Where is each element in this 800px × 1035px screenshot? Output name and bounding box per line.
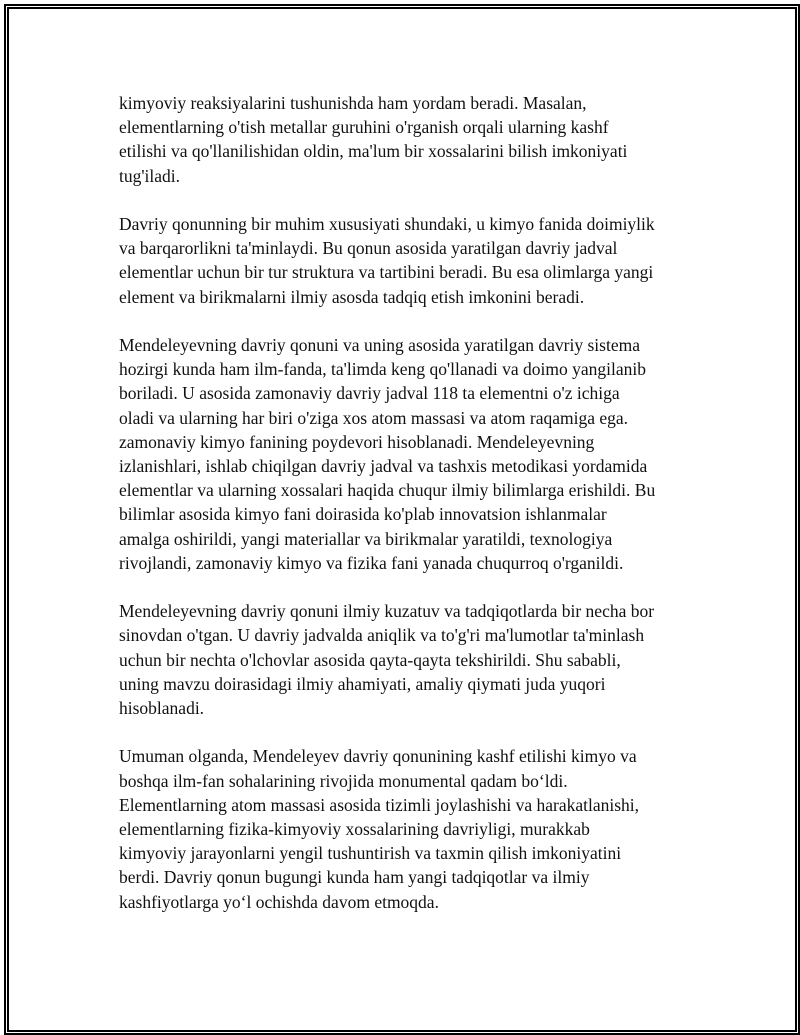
text-line: hozirgi kunda ham ilm-fanda, ta'limda keng qo'llanadi va doimo yangilanib — [119, 359, 646, 380]
text-line: izlanishlari, ishlab chiqilgan davriy jadval va tashxis metodikasi yordamida — [119, 456, 648, 477]
text-line: zamonaviy kimyo fanining poydevori hisoblanadi. Mendeleyevning — [119, 431, 595, 452]
text-line: kashfiyotlarga yo‘l ochishda davom etmoqda. — [119, 891, 439, 912]
text-line: elementlarning o'tish metallar guruhini o'rganish orqali ularning kashf — [119, 117, 609, 138]
text-line: Umuman olganda, Mendeleyev davriy qonunining kashf etilishi kimyo va — [119, 746, 637, 767]
text-line: amalga oshirildi, yangi materiallar va birikmalar yaratildi, texnologiya — [119, 528, 613, 549]
text-line: tug'iladi. — [119, 165, 180, 186]
text-line: kimyoviy reaksiyalarini tushunishda ham yordam beradi. Masalan, — [119, 93, 587, 113]
text-line: etilishi va qo'llanilishidan oldin, ma'lum bir xossalarini bilish imkoniyati — [119, 141, 628, 162]
paragraph-1 — [119, 91, 699, 188]
text-line: kimyoviy jarayonlarni yengil tushuntirish va taxmin qilish imkoniyatini — [119, 843, 622, 864]
text-line: elementlarning fizika-kimyoviy xossalarining davriyligi, murakkab — [119, 819, 590, 840]
paragraph-2 — [119, 212, 699, 309]
text-line: uning mavzu doirasidagi ilmiy ahamiyati, amaliy qiymati juda yuqori — [119, 673, 606, 694]
text-line: Mendeleyevning davriy qonuni va uning asosida yaratilgan davriy sistema — [119, 335, 640, 355]
text-line: Mendeleyevning davriy qonuni ilmiy kuzatuv va tadqiqotlarda bir necha bor — [119, 601, 655, 622]
text-line: berdi. Davriy qonun bugungi kunda ham yangi tadqiqotlar va ilmiy — [119, 867, 590, 888]
paragraph-3 — [119, 333, 699, 575]
text-line: bilimlar asosida kimyo fani doirasida ko'plab innovatsion ishlanmalar — [119, 504, 607, 525]
paragraph-4 — [119, 599, 699, 720]
text-line: boshqa ilm-fan sohalarining rivojida monumental qadam bo‘ldi. — [119, 770, 568, 791]
text-line: Elementlarning atom massasi asosida tizimli joylashishi va harakatlanishi, — [119, 794, 640, 815]
text-line: sinovdan o'tgan. U davriy jadvalda aniqlik va to'g'ri ma'lumotlar ta'minlash — [119, 625, 645, 646]
text-line: elementlar va ularning xossalari haqida chuqur ilmiy bilimlarga erishildi. Bu — [119, 480, 656, 501]
paragraph-5 — [119, 744, 699, 913]
text-line: va barqarorlikni ta'minlaydi. Bu qonun asosida yaratilgan davriy jadval — [119, 238, 618, 259]
text-line: oladi va ularning har biri o'ziga xos atom massasi va atom raqamiga ega. — [119, 407, 629, 428]
document-body — [119, 91, 699, 938]
text-line: element va birikmalarni ilmiy asosda tadqiq etish imkonini beradi. — [119, 286, 585, 307]
text-line: hisoblanadi. — [119, 698, 205, 719]
text-line: Davriy qonunning bir muhim xususiyati shundaki, u kimyo fanida doimiylik — [119, 214, 655, 234]
text-line: uchun bir nechta o'lchovlar asosida qayta-qayta tekshirildi. Shu sababli, — [119, 649, 621, 670]
text-line: boriladi. U asosida zamonaviy davriy jadval 118 ta elementni o'z ichiga — [119, 383, 620, 404]
text-line: rivojlandi, zamonaviy kimyo va fizika fani yanada chuqurroq o'rganildi. — [119, 552, 624, 573]
text-line: elementlar uchun bir tur struktura va tartibini beradi. Bu esa olimlarga yangi — [119, 262, 654, 283]
